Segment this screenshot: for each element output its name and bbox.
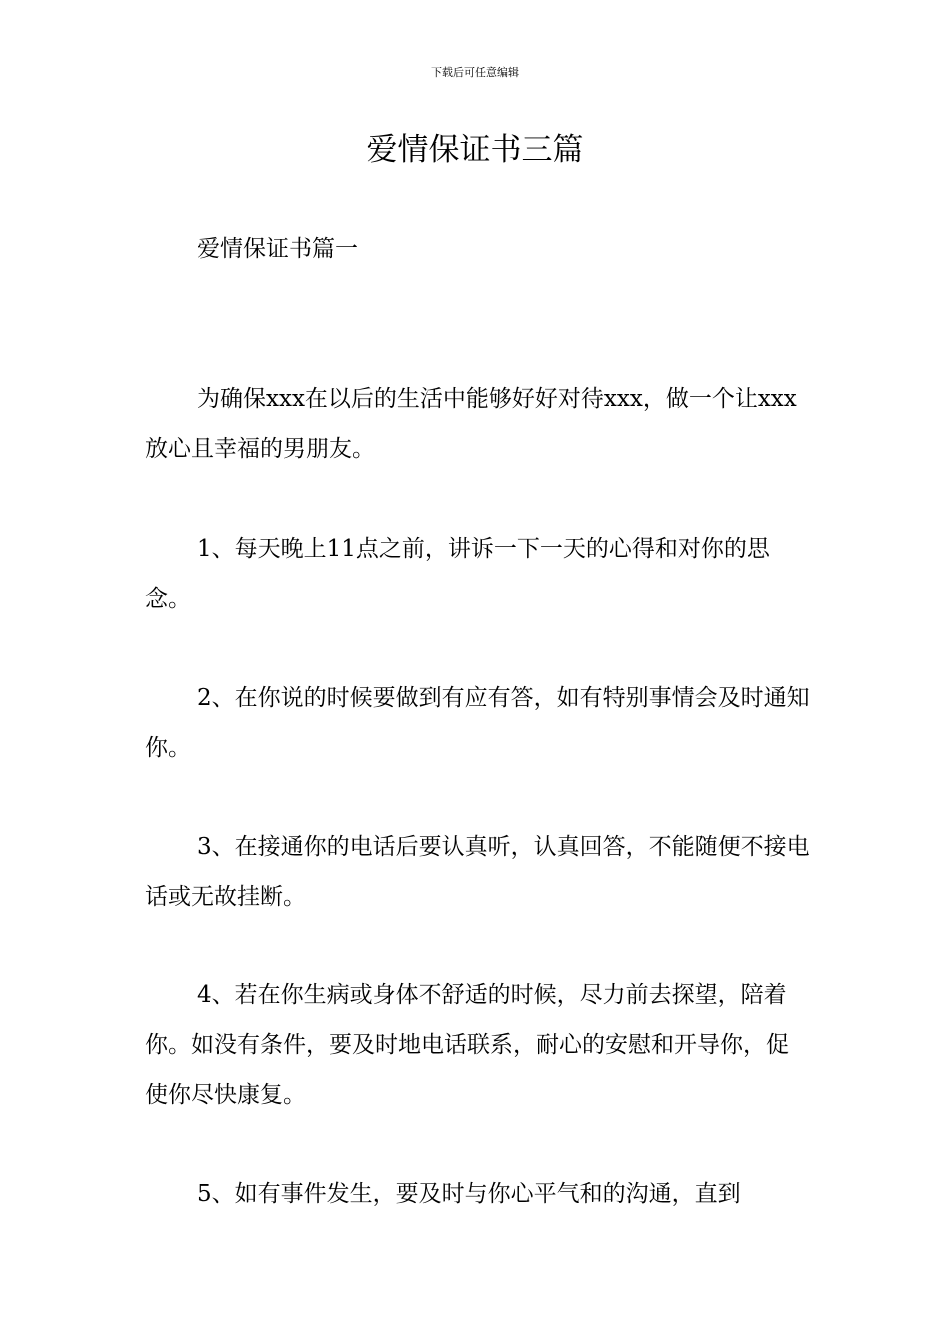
paragraph-item-4: 4、若在你生病或身体不舒适的时候，尽力前去探望，陪着你。如没有条件，要及时地电话联系，耐心的安慰和开导你，促使你尽快康复。	[145, 982, 789, 1108]
paragraph-item-1: 1、每天晚上11点之前，讲诉一下一天的心得和对你的思念。	[145, 536, 770, 612]
paragraph-item-2: 2、在你说的时候要做到有应有答，如有特别事情会及时通知你。	[145, 685, 810, 761]
section-heading: 爱情保证书篇一	[197, 236, 358, 262]
paragraph-item-3: 3、在接通你的电话后要认真听，认真回答，不能随便不接电话或无故挂断。	[145, 834, 810, 910]
paragraph-intro: 为确保xxx在以后的生活中能够好好对待xxx，做一个让xxx放心且幸福的男朋友。	[145, 386, 797, 462]
document-title: 爱情保证书三篇	[366, 132, 584, 168]
page-header-note: 下载后可任意编辑	[431, 66, 519, 79]
paragraph-item-5: 5、如有事件发生，要及时与你心平气和的沟通，直到	[197, 1181, 741, 1207]
